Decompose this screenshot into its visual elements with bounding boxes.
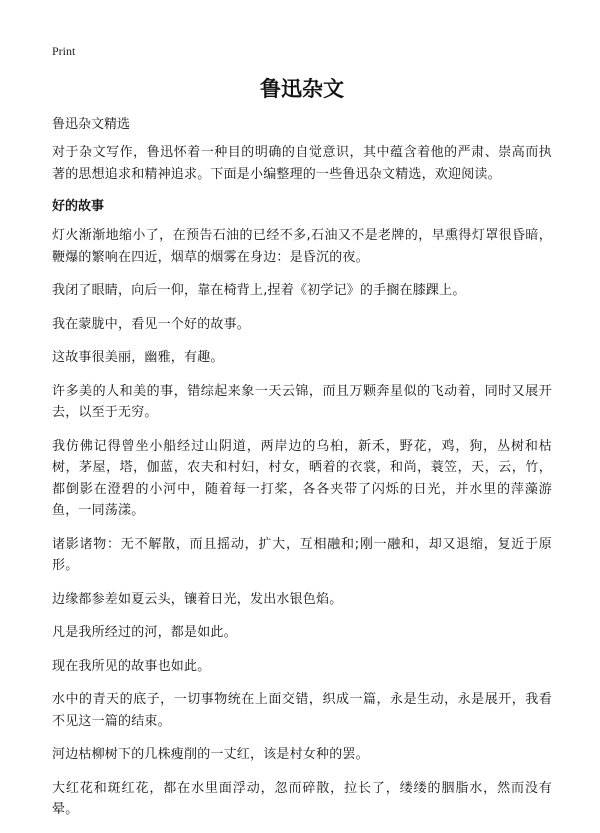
article-subtitle: 鲁迅杂文精选 xyxy=(52,117,131,132)
page-title: 鲁迅杂文 xyxy=(260,77,344,101)
document-page xyxy=(52,44,552,833)
section-heading: 好的故事 xyxy=(52,199,105,214)
print-link[interactable]: Print xyxy=(52,44,76,58)
story-paragraph: 边缘都参差如夏云头，镶着日光，发出水银色焰。 xyxy=(52,591,343,607)
intro-paragraph: 对于杂文写作，鲁迅怀着一种目的明确的自觉意识，其中蕴含着他的严肃、崇高而执著的思想追求和精神追求。下面是小编整理的一些鲁迅杂文精选，欢迎阅读。 xyxy=(52,145,552,182)
story-paragraph: 我仿佛记得曾坐小船经过山阴道，两岸边的乌桕，新禾，野花，鸡，狗，丛树和枯树，茅屋，塔，伽蓝，农夫和村妇，村女，晒着的衣裳，和尚，蓑笠，天，云，竹，都倒影在澄碧的小河中，随着每一打桨，各各夹带了闪烁的日光，并水里的萍藻游鱼，一同荡漾。 xyxy=(52,438,552,518)
story-paragraph: 水中的青天的底子，一切事物统在上面交错，织成一篇，永是生动，永是展开，我看不见这一篇的结束。 xyxy=(52,692,552,729)
story-paragraph: 这故事很美丽，幽雅，有趣。 xyxy=(52,350,224,365)
story-paragraph: 现在我所见的故事也如此。 xyxy=(52,658,211,674)
story-paragraph: 大红花和斑红花，都在水里面浮动，忽而碎散，拉长了，缕缕的胭脂水，然而没有晕。 xyxy=(52,780,552,817)
story-paragraph: 河边枯柳树下的几株瘦削的一丈红，该是村女种的罢。 xyxy=(52,747,369,762)
story-paragraph: 许多美的人和美的事，错综起来象一天云锦，而且万颗奔星似的飞动着，同时又展开去，以至于无穷。 xyxy=(52,383,552,420)
story-paragraph: 我在蒙胧中，看见一个好的故事。 xyxy=(52,316,251,332)
story-paragraph: 灯火渐渐地缩小了，在预告石油的已经不多,石油又不是老牌的，早熏得灯罩很昏暗，鞭爆的繁响在四近，烟草的烟雾在身边：是昏沉的夜。 xyxy=(52,228,552,265)
story-paragraph: 我闭了眼睛，向后一仰，靠在椅背上,捏着《初学记》的手搁在膝踝上。 xyxy=(52,283,466,298)
story-paragraph: 诸影诸物：无不解散，而且摇动，扩大，互相融和;刚一融和，却又退缩，复近于原形。 xyxy=(52,536,552,573)
story-paragraph: 凡是我所经过的河，都是如此。 xyxy=(52,625,237,640)
